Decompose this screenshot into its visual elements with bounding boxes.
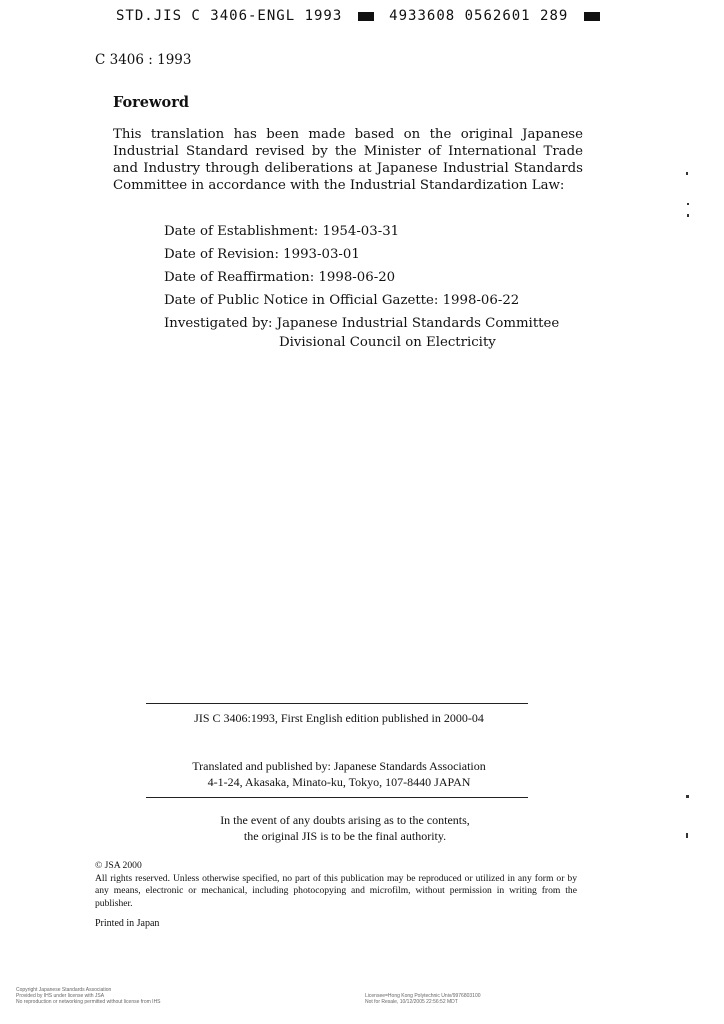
- publisher-address: 4-1-24, Akasaka, Minato-ku, Tokyo, 107-8440 JAPAN: [207, 775, 471, 789]
- doubts-line-1: In the event of any doubts arising as to the contents,: [220, 813, 470, 827]
- scan-speck: [687, 203, 689, 205]
- scan-speck: [686, 833, 688, 838]
- document-code-header: [116, 8, 606, 24]
- divisional-council: Divisional Council on Electricity: [279, 335, 496, 350]
- footer-left-line-1: Copyright Japanese Standards Association: [16, 987, 112, 993]
- date-establishment: Date of Establishment: 1954-03-31: [164, 224, 400, 239]
- code-mid: 4933608 0562601 289: [389, 8, 569, 24]
- scan-speck: [686, 795, 689, 798]
- dates-list: [164, 220, 559, 335]
- footer-left-line-3: No reproduction or networking permitted without license from IHS: [16, 999, 161, 1005]
- date-reaffirmation: Date of Reaffirmation: 1998-06-20: [164, 270, 396, 285]
- footer-license-left: [16, 987, 161, 1005]
- standard-number: C 3406 : 1993: [95, 52, 192, 68]
- footer-right-line-2: Not for Resale, 10/12/2005 22:56:52 MDT: [365, 999, 458, 1005]
- divider: [146, 703, 528, 704]
- footer-left-line-2: Provided by IHS under license with JSA: [16, 993, 105, 999]
- printed-in: Printed in Japan: [95, 918, 160, 929]
- scan-speck: [687, 214, 689, 217]
- date-revision: Date of Revision: 1993-03-01: [164, 247, 360, 262]
- authority-notice: [0, 812, 690, 844]
- barcode-block-icon: [584, 12, 600, 21]
- doubts-line-2: the original JIS is to be the final authority.: [243, 829, 447, 843]
- date-public-notice: Date of Public Notice in Official Gazette: 1998-06-22: [164, 293, 520, 308]
- scan-speck: [686, 172, 688, 175]
- barcode-block-icon: [358, 12, 374, 21]
- footer-right-line-1: Licensee=Hong Kong Polytechnic Univ/9976803100: [365, 993, 481, 999]
- copyright-holder: © JSA 2000: [95, 860, 142, 871]
- investigated-by: Investigated by: Japanese Industrial Standards Committee: [164, 316, 560, 331]
- translated-by: Translated and published by: Japanese Standards Association: [192, 759, 486, 773]
- copyright-block: [95, 860, 577, 910]
- publisher-block: [0, 758, 678, 790]
- section-title: Foreword: [113, 94, 189, 111]
- intro-paragraph: This translation has been made based on the original Japanese Industrial Standard revised by the Minister of International Trade and Industry through deliberations at Japanese Industrial Standards Committee in accordance with the Industrial Standardization Law:: [113, 127, 583, 193]
- footer-license-right: [365, 993, 481, 1005]
- code-left: STD.JIS C 3406-ENGL 1993: [116, 8, 343, 24]
- edition-line: JIS C 3406:1993, First English edition published in 2000-04: [194, 711, 484, 725]
- rights-notice: All rights reserved. Unless otherwise specified, no part of this publication may be reproduced or utilized in any form or by any means, electronic or mechanical, including photocopying and microfilm, without permission in writing from the publisher.: [95, 872, 577, 909]
- divider: [146, 797, 528, 798]
